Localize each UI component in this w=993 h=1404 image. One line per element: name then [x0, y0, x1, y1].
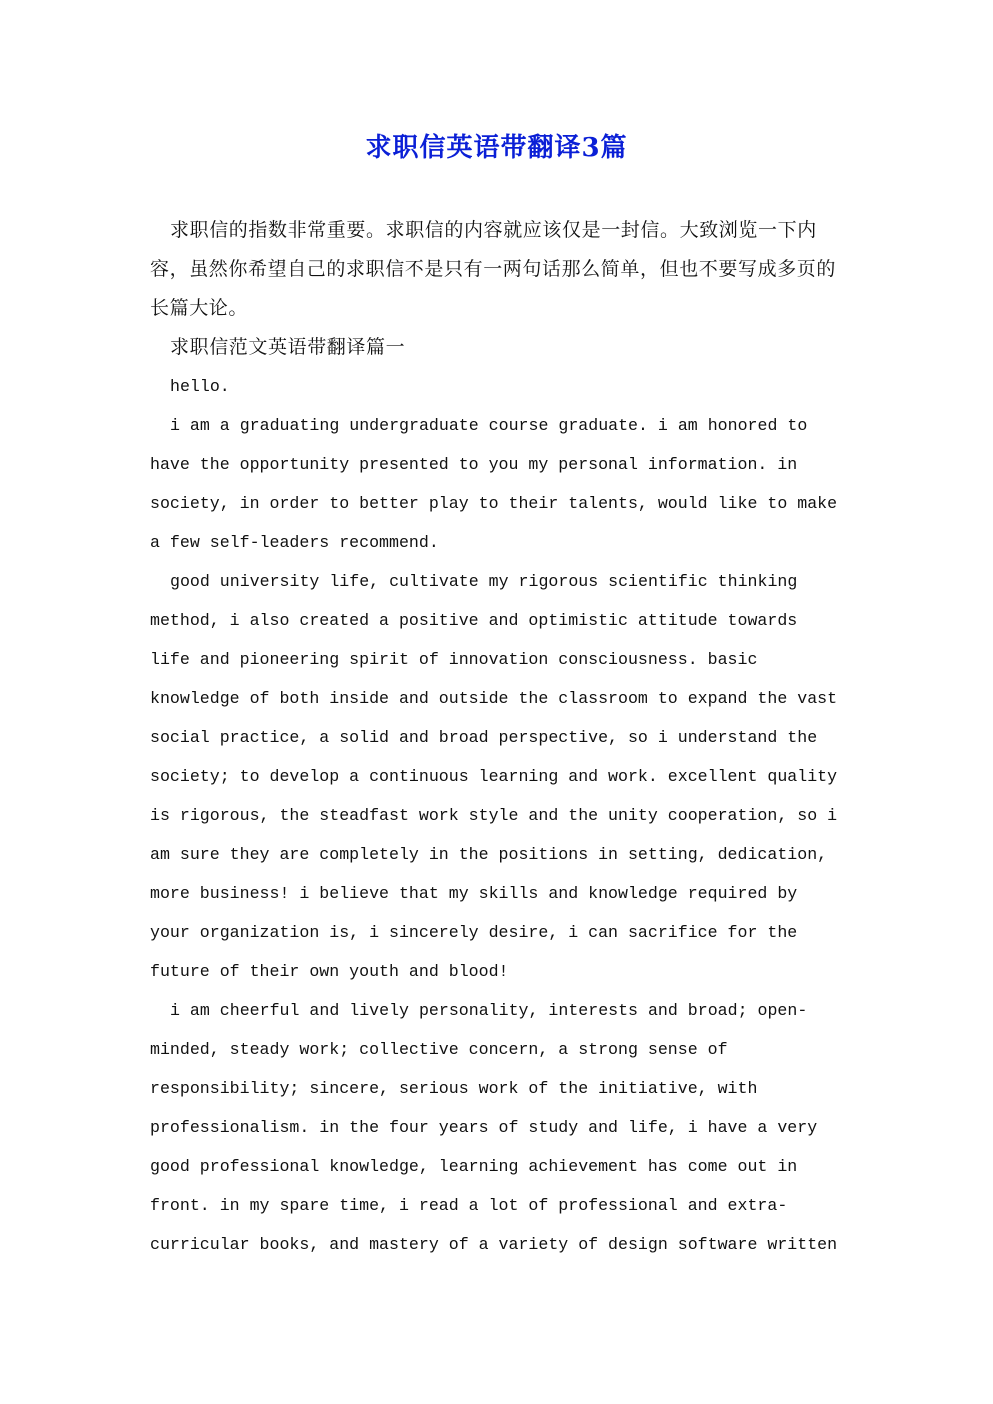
- page-title: 求职信英语带翻译3篇: [365, 133, 628, 163]
- section-heading: 求职信范文英语带翻译篇一: [170, 336, 406, 358]
- letter-paragraph-2: good university life, cultivate my rigorous scientific thinking method, i also created a positive and optimistic attitude towards life and pioneering spirit of innovation consciousness. basic knowledge of both inside and outside the classroom to expand the vast social practice, a solid and broad perspective, so i understand the society; to develop a continuous learning and work. excellent quality is rigorous, the steadfast work style and the unity cooperation, so i am sure they are completely in the positions in setting, dedication, more business! i believe that my skills and knowledge required by your organization is, i sincerely desire, i can sacrifice for the future of their own youth and blood!: [150, 572, 838, 981]
- greeting-line: hello.: [170, 377, 230, 396]
- letter-paragraph-1: i am a graduating undergraduate course graduate. i am honored to have the opportunity presented to you my personal information. in society, in order to better play to their talents, would like to make a few self-leaders recommend.: [150, 416, 838, 552]
- letter-paragraph-3: i am cheerful and lively personality, interests and broad; open- minded, steady work; collective concern, a strong sense of responsibility; sincere, serious work of the initiative, with professionalism. in the four years of study and life, i have a very good professional knowledge, learning achievement has come out in front. in my spare time, i read a lot of professional and extra- curricular books, and mastery of a variety of design software written: [150, 1001, 838, 1254]
- document-body: [150, 211, 842, 1264]
- intro-paragraph: 求职信的指数非常重要。求职信的内容就应该仅是一封信。大致浏览一下内容，虽然你希望自己的求职信不是只有一两句话那么简单，但也不要写成多页的长篇大论。: [150, 219, 837, 319]
